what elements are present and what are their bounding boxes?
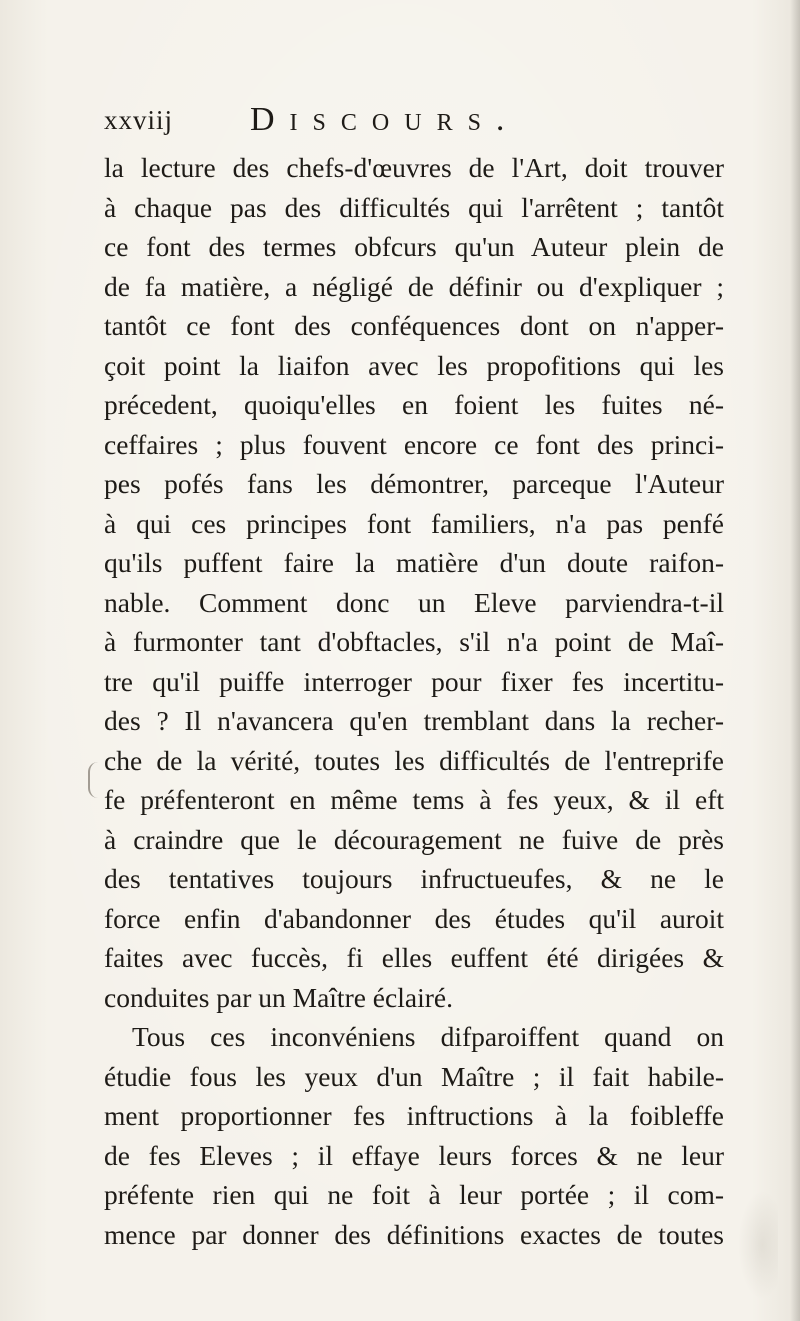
text-line: à furmonter tant d'obftacles, s'il n'a point de Maî- (104, 626, 724, 657)
text-line: pes pofés fans les démontrer, parceque l'Auteur (104, 468, 724, 499)
text-line: étudie fous les yeux d'un Maître ; il fait habile- (104, 1060, 724, 1092)
margin-bracket-mark (88, 762, 98, 798)
paragraph-last-line: conduites par un Maître éclairé. (104, 981, 453, 1013)
text-line: mence par donner des définitions exactes de toutes (104, 1218, 724, 1250)
text-line: à qui ces principes font familiers, n'a pas penfé (104, 507, 724, 539)
text-line: qu'ils puffent faire la matière d'un doute raifon- (104, 547, 724, 578)
text-line: çoit point la liaifon avec les propofitions qui les (104, 349, 724, 381)
page-header (104, 100, 724, 140)
text-line: ceffaires ; plus fouvent encore ce font des princi- (104, 428, 724, 460)
paragraph-first-line: Tous ces inconvéniens difparoiffent quand on (132, 1021, 724, 1052)
text-line: précedent, quoiqu'elles en foient les fuites né- (104, 389, 724, 420)
text-line: force enfin d'abandonner des études qu'il auroit (104, 902, 724, 934)
text-line: préfente rien qui ne foit à leur portée ; il com- (104, 1179, 724, 1210)
text-line: à chaque pas des difficultés qui l'arrêtent ; tantôt (104, 191, 724, 223)
text-line: tantôt ce font des conféquences dont on n'apper- (104, 310, 724, 341)
text-line: des ? Il n'avancera qu'en tremblant dans la recher- (104, 705, 724, 736)
text-line: la lecture des chefs-d'œuvres de l'Art, doit trouver (104, 152, 724, 183)
text-line: che de la vérité, toutes les difficultés de l'entreprife (104, 744, 724, 776)
text-line: des tentatives toujours infructueufes, & ne le (104, 863, 724, 894)
text-line: faites avec fuccès, fi elles euffent été dirigées & (104, 942, 724, 973)
text-line: nable. Comment donc un Eleve parviendra-t-il (104, 586, 724, 618)
page-edge-shadow (790, 0, 800, 1321)
text-line: ment proportionner fes inftructions à la foibleffe (104, 1100, 724, 1131)
text-line: de fa matière, a négligé de définir ou d'expliquer ; (104, 270, 724, 302)
body-text (104, 148, 724, 1254)
text-line: tre qu'il puiffe interroger pour fixer fes incertitu- (104, 665, 724, 697)
text-line: ce font des termes obfcurs qu'un Auteur plein de (104, 231, 724, 262)
page-number: xxviij (104, 105, 174, 135)
paper-smudge (738, 1190, 778, 1300)
text-line: fe préfenteront en même tems à fes yeux, & il eft (104, 784, 724, 815)
running-head: Discours. (250, 101, 520, 138)
text-line: de fes Eleves ; il effaye leurs forces & ne leur (104, 1139, 724, 1171)
text-line: à craindre que le découragement ne fuive de près (104, 823, 724, 855)
